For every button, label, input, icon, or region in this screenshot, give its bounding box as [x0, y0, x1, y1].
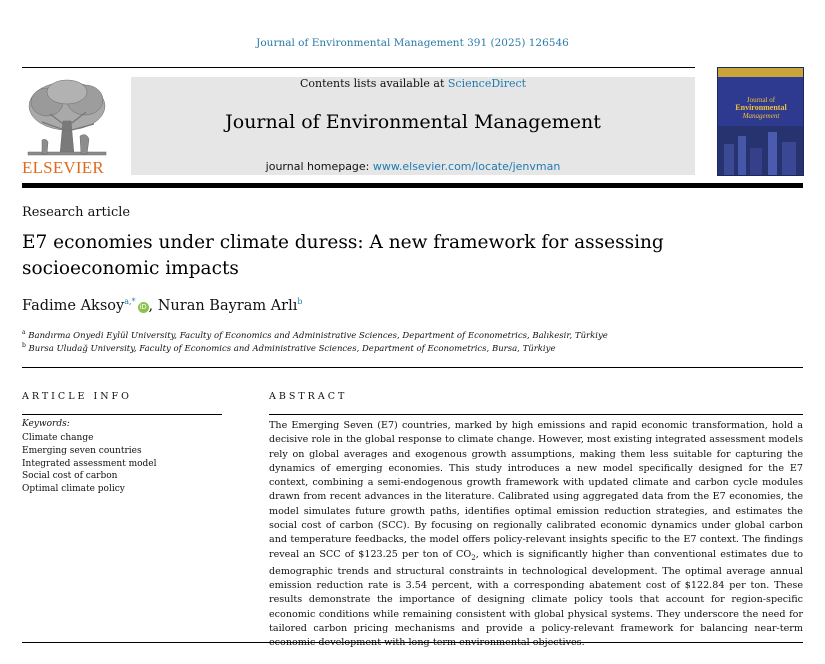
journal-title: Journal of Environmental Management: [225, 111, 601, 133]
section-divider: [22, 367, 803, 368]
contents-prefix: Contents lists available at: [299, 77, 448, 90]
sciencedirect-link[interactable]: ScienceDirect: [447, 77, 527, 90]
top-divider: [22, 67, 695, 68]
abstract-divider: [269, 414, 803, 415]
author-affiliation-marker[interactable]: b: [297, 297, 303, 306]
article-type: Research article: [22, 205, 131, 220]
cover-title-line: Management: [742, 112, 780, 120]
abstract-text-part: , which is significantly higher than conventional estimates due to demographic trends and structural constraints in technological development. The optimal average annual emission reduction rate is 3.54 percent, with a corresponding abatement cost of $122.84 per ton. These results demonstrate the importance of designing climate policy tools that account for region-specific economic conditions while remaining consistent with global physical systems. They underscore the need for tailored carbon pricing mechanisms and provide a policy-relevant framework for balancing near-term: [269, 548, 803, 635]
keyword-item: Integrated assessment model: [22, 458, 157, 469]
journal-cover-thumbnail[interactable]: [717, 67, 804, 176]
cover-image: [718, 126, 803, 175]
cover-title: [724, 96, 798, 120]
article-info-heading: ARTICLE INFO: [22, 391, 132, 402]
affiliation-b: [22, 342, 555, 354]
article-title: E7 economies under climate duress: A new framework for assessing socioeconomic impacts: [22, 232, 664, 279]
bottom-divider: [22, 642, 803, 643]
keyword-item: Social cost of carbon: [22, 471, 118, 482]
cover-title-line: Environmental: [735, 103, 787, 112]
elsevier-wordmark: ELSEVIER: [22, 158, 104, 177]
keywords-label: Keywords:: [22, 419, 70, 429]
abstract-text-part: The Emerging Seven (E7) countries, marked by high emissions and rapid economic transformation, hold a decisive role in the global response to climate change. However, most existing integrated assessment models rely on global averages and exogenous growth assumptions, making them less suitable for capturing the dynamics of emerging economies. This study introduces a new model specifically designed for the E7 context, combining a semi-endogenous growth framework with updated climate and carbon cycle modules drawn from recent advances in the literature. Calibrated using aggregated data from the E7 economies, the model simulates future growth paths, identifies optimal emission reduction strategies, and estimates the social cost of carbon (SCC). By focusing on regionally calibrated economic dynamics under global carbon and temperature feedbacks, the model offers policy-relevant insights specific to the E7 context. The findings reveal an SCC of $123.25 per ton of CO: [269, 420, 803, 560]
affiliation-label: b: [22, 342, 26, 349]
header-thick-divider: [22, 183, 803, 188]
cover-title-line: Journal of: [746, 96, 776, 104]
keywords-list: [22, 432, 157, 496]
author-list: [22, 297, 303, 314]
affiliation-text: Bursa Uludağ University, Faculty of Economics and Administrative Sciences, Department of Econometrics, Bursa, Türkiye: [28, 343, 556, 354]
author-name[interactable]: Nuran Bayram Arlı: [157, 297, 298, 314]
article-info-divider: [22, 414, 222, 415]
author-affiliation-marker[interactable]: a,*: [124, 297, 136, 306]
journal-homepage-link[interactable]: www.elsevier.com/locate/jenvman: [372, 160, 561, 173]
homepage-line: [131, 160, 695, 173]
keyword-item: Climate change: [22, 433, 94, 443]
cover-top-band: [718, 68, 803, 77]
author-separator: ,: [148, 297, 158, 314]
co2-subscript: 2: [471, 553, 476, 562]
author-name[interactable]: Fadime Aksoy: [22, 297, 125, 314]
affiliation-a: [22, 329, 608, 341]
orcid-icon[interactable]: iD: [139, 302, 147, 311]
tree-icon: [28, 80, 106, 155]
journal-citation[interactable]: Journal of Environmental Management 391 (2025) 126546: [256, 37, 569, 49]
abstract-heading: ABSTRACT: [269, 391, 348, 402]
contents-line: [131, 77, 695, 90]
keyword-item: Emerging seven countries: [22, 445, 142, 456]
affiliation-label: a: [22, 329, 26, 336]
homepage-prefix: journal homepage:: [265, 160, 373, 173]
affiliation-text: Bandırma Onyedi Eylül University, Faculty of Economics and Administrative Sciences, Department of Econometrics, Balıkesir, Türkiye: [28, 330, 608, 341]
keyword-item: Optimal climate policy: [22, 484, 125, 495]
abstract-text: [269, 419, 803, 651]
